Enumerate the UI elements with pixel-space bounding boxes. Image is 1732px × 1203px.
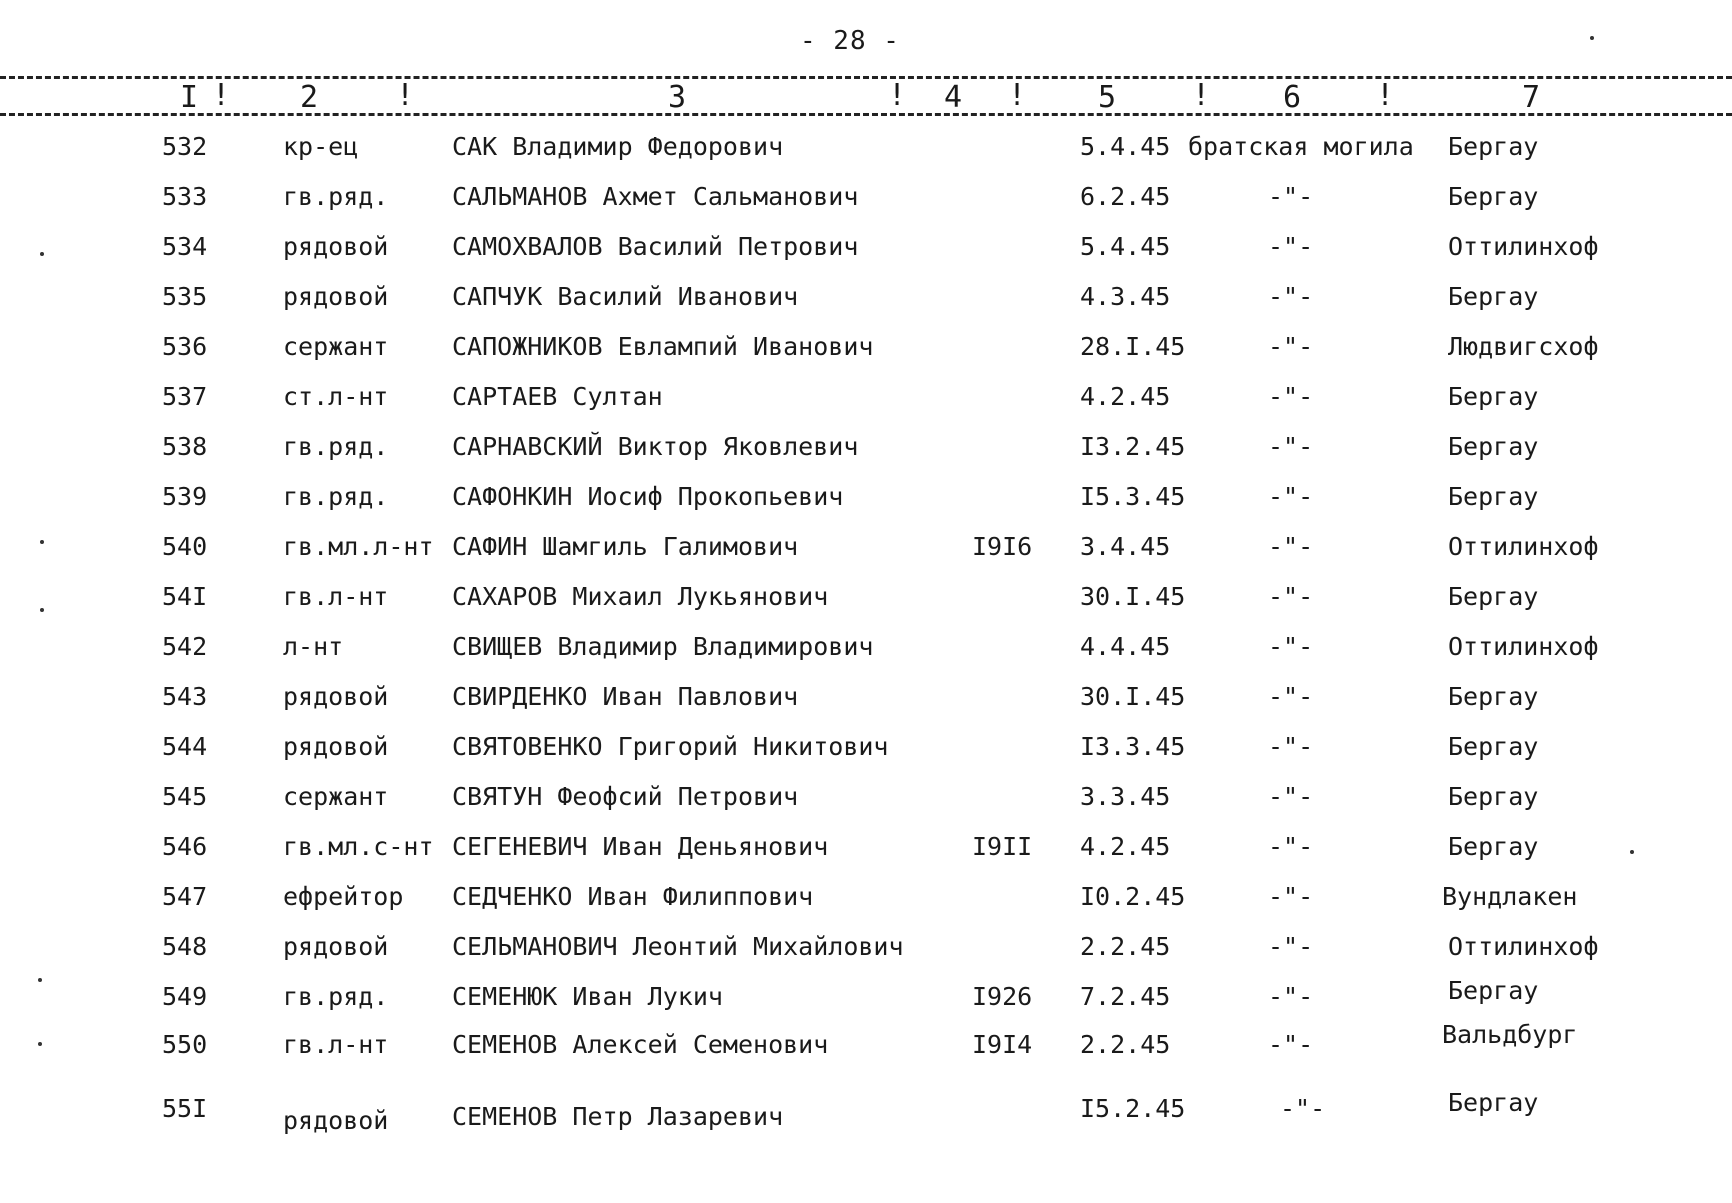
record-rank: кр-ец (283, 132, 359, 161)
record-burial-type: -"- (1268, 832, 1314, 861)
record-rank: рядовой (283, 732, 389, 761)
record-rank: гв.л-нт (283, 582, 389, 611)
table-row (0, 782, 1732, 826)
scan-speck (1630, 850, 1634, 854)
record-name: СЕМЕНЮК Иван Лукич (452, 982, 723, 1011)
table-row (0, 132, 1732, 176)
record-burial-place: Бергау (1448, 132, 1539, 161)
record-death-date: 30.I.45 (1080, 682, 1186, 711)
table-header-bottom-rule (0, 113, 1732, 116)
table-row (0, 482, 1732, 526)
record-number: 543 (162, 682, 208, 711)
record-death-date: 4.2.45 (1080, 382, 1171, 411)
record-number: 547 (162, 882, 208, 911)
column-separator: ! (1376, 78, 1395, 113)
record-death-date: I5.3.45 (1080, 482, 1186, 511)
record-burial-type: -"- (1268, 432, 1314, 461)
record-name: САФИН Шамгиль Галимович (452, 532, 799, 561)
record-name: САК Владимир Федорович (452, 132, 784, 161)
column-header-5: 5 (1098, 80, 1117, 115)
record-number: 550 (162, 1030, 208, 1059)
record-burial-place: Бергау (1448, 976, 1539, 1005)
record-burial-type: -"- (1268, 382, 1314, 411)
column-header-6: 6 (1283, 80, 1302, 115)
record-number: 545 (162, 782, 208, 811)
record-name: СВИРДЕНКО Иван Павлович (452, 682, 799, 711)
record-number: 540 (162, 532, 208, 561)
record-death-date: I0.2.45 (1080, 882, 1186, 911)
record-burial-place: Оттилинхоф (1448, 632, 1599, 661)
table-row (0, 832, 1732, 876)
record-death-date: 2.2.45 (1080, 1030, 1171, 1059)
record-burial-type: -"- (1280, 1094, 1326, 1123)
record-burial-place: Бергау (1448, 1088, 1539, 1117)
record-death-date: I5.2.45 (1080, 1094, 1186, 1123)
record-number: 546 (162, 832, 208, 861)
record-rank: рядовой (283, 232, 389, 261)
table-row (0, 232, 1732, 276)
record-burial-type: -"- (1268, 932, 1314, 961)
record-number: 549 (162, 982, 208, 1011)
record-name: САПЧУК Василий Иванович (452, 282, 799, 311)
record-name: СВЯТУН Феофсий Петрович (452, 782, 799, 811)
record-death-date: 6.2.45 (1080, 182, 1171, 211)
record-rank: ефрейтор (283, 882, 404, 911)
table-row (0, 382, 1732, 426)
record-death-date: 4.3.45 (1080, 282, 1171, 311)
record-burial-type: -"- (1268, 732, 1314, 761)
record-death-date: 5.4.45 (1080, 232, 1171, 261)
record-death-date: 3.4.45 (1080, 532, 1171, 561)
record-death-date: 28.I.45 (1080, 332, 1186, 361)
record-number: 536 (162, 332, 208, 361)
record-name: СВИЩЕВ Владимир Владимирович (452, 632, 874, 661)
record-rank: гв.мл.с-нт (283, 832, 434, 861)
record-burial-type: -"- (1268, 982, 1314, 1011)
record-burial-place: Бергау (1448, 732, 1539, 761)
column-separator: ! (888, 78, 907, 113)
table-row (0, 1088, 1732, 1138)
record-death-date: 3.3.45 (1080, 782, 1171, 811)
scan-speck (40, 608, 44, 612)
record-rank: гв.ряд. (283, 182, 389, 211)
column-header-1: I (180, 80, 199, 115)
record-number: 542 (162, 632, 208, 661)
record-name: СЕДЧЕНКО Иван Филиппович (452, 882, 814, 911)
record-burial-place: Бергау (1448, 682, 1539, 711)
table-row (0, 332, 1732, 376)
record-number: 55I (162, 1094, 208, 1123)
column-separator: ! (1008, 78, 1027, 113)
table-row (0, 682, 1732, 726)
record-rank: л-нт (283, 632, 344, 661)
scan-speck (40, 540, 44, 544)
record-burial-place: Бергау (1448, 832, 1539, 861)
record-number: 532 (162, 132, 208, 161)
scan-speck (40, 252, 44, 256)
record-name: САФОНКИН Иосиф Прокопьевич (452, 482, 844, 511)
record-burial-type: -"- (1268, 532, 1314, 561)
record-number: 535 (162, 282, 208, 311)
record-death-date: 2.2.45 (1080, 932, 1171, 961)
record-rank: рядовой (283, 682, 389, 711)
record-rank: рядовой (283, 282, 389, 311)
record-burial-place: Бергау (1448, 382, 1539, 411)
scan-speck (1590, 36, 1594, 40)
record-death-date: 5.4.45 (1080, 132, 1171, 161)
record-number: 539 (162, 482, 208, 511)
record-number: 548 (162, 932, 208, 961)
scan-speck (38, 1042, 42, 1046)
table-row (0, 632, 1732, 676)
record-birth-year: I9I4 (972, 1030, 1033, 1059)
record-burial-place: Оттилинхоф (1448, 932, 1599, 961)
record-name: СЕМЕНОВ Алексей Семенович (452, 1030, 829, 1059)
column-header-7: 7 (1522, 80, 1541, 115)
record-burial-place: Бергау (1448, 432, 1539, 461)
record-death-date: 7.2.45 (1080, 982, 1171, 1011)
record-number: 537 (162, 382, 208, 411)
record-number: 54I (162, 582, 208, 611)
record-name: САЛЬМАНОВ Ахмет Сальманович (452, 182, 859, 211)
record-death-date: 4.4.45 (1080, 632, 1171, 661)
record-burial-type: -"- (1268, 632, 1314, 661)
record-death-date: I3.3.45 (1080, 732, 1186, 761)
table-row (0, 732, 1732, 776)
record-burial-place: Оттилинхоф (1448, 532, 1599, 561)
record-burial-place: Людвигсхоф (1448, 332, 1599, 361)
column-header-4: 4 (944, 80, 963, 115)
record-birth-year: I9II (972, 832, 1033, 861)
record-burial-place: Бергау (1448, 782, 1539, 811)
record-rank: гв.л-нт (283, 1030, 389, 1059)
record-death-date: 4.2.45 (1080, 832, 1171, 861)
record-burial-place: Вальдбург (1442, 1020, 1578, 1049)
page-number: - 28 - (800, 26, 900, 56)
record-burial-place: Бергау (1448, 282, 1539, 311)
record-burial-type: -"- (1268, 782, 1314, 811)
record-burial-place: Бергау (1448, 182, 1539, 211)
record-name: САМОХВАЛОВ Василий Петрович (452, 232, 859, 261)
record-rank: гв.мл.л-нт (283, 532, 434, 561)
record-name: САХАРОВ Михаил Лукьянович (452, 582, 829, 611)
record-rank: рядовой (283, 932, 389, 961)
record-burial-type: -"- (1268, 882, 1314, 911)
record-burial-place: Вундлакен (1442, 882, 1578, 911)
record-burial-type: -"- (1268, 282, 1314, 311)
record-birth-year: I9I6 (972, 532, 1033, 561)
column-separator: ! (1192, 78, 1211, 113)
record-burial-type: -"- (1268, 482, 1314, 511)
record-burial-type: -"- (1268, 232, 1314, 261)
column-separator: ! (396, 78, 415, 113)
record-burial-type: -"- (1268, 582, 1314, 611)
column-header-3: 3 (668, 80, 687, 115)
scan-speck (38, 978, 42, 982)
column-header-2: 2 (300, 80, 319, 115)
table-row (0, 882, 1732, 926)
table-row (0, 182, 1732, 226)
record-death-date: 30.I.45 (1080, 582, 1186, 611)
record-number: 533 (162, 182, 208, 211)
table-row (0, 1020, 1732, 1074)
record-burial-place: Оттилинхоф (1448, 232, 1599, 261)
table-row (0, 282, 1732, 326)
record-number: 544 (162, 732, 208, 761)
record-rank: рядовой (283, 1106, 389, 1135)
record-burial-type: -"- (1268, 1030, 1314, 1059)
record-burial-type: братская могила (1188, 132, 1414, 161)
record-name: СЕМЕНОВ Петр Лазаревич (452, 1102, 784, 1131)
record-number: 538 (162, 432, 208, 461)
record-rank: сержант (283, 782, 389, 811)
table-row (0, 582, 1732, 626)
record-number: 534 (162, 232, 208, 261)
record-name: САПОЖНИКОВ Евлампий Иванович (452, 332, 874, 361)
record-burial-type: -"- (1268, 682, 1314, 711)
record-burial-place: Бергау (1448, 582, 1539, 611)
record-rank: сержант (283, 332, 389, 361)
record-name: СЕГЕНЕВИЧ Иван Деньянович (452, 832, 829, 861)
record-name: СВЯТОВЕНКО Григорий Никитович (452, 732, 889, 761)
column-separator: ! (212, 78, 231, 113)
record-birth-year: I926 (972, 982, 1033, 1011)
record-death-date: I3.2.45 (1080, 432, 1186, 461)
record-name: СЕЛЬМАНОВИЧ Леонтий Михайлович (452, 932, 904, 961)
record-rank: гв.ряд. (283, 432, 389, 461)
table-header-top-rule (0, 76, 1732, 79)
table-row (0, 932, 1732, 976)
record-rank: гв.ряд. (283, 982, 389, 1011)
record-name: САРНАВСКИЙ Виктор Яковлевич (452, 432, 859, 461)
record-rank: ст.л-нт (283, 382, 389, 411)
record-burial-type: -"- (1268, 332, 1314, 361)
record-burial-place: Бергау (1448, 482, 1539, 511)
record-name: САРТАЕВ Султан (452, 382, 663, 411)
table-row (0, 432, 1732, 476)
record-burial-type: -"- (1268, 182, 1314, 211)
record-rank: гв.ряд. (283, 482, 389, 511)
table-row (0, 532, 1732, 576)
